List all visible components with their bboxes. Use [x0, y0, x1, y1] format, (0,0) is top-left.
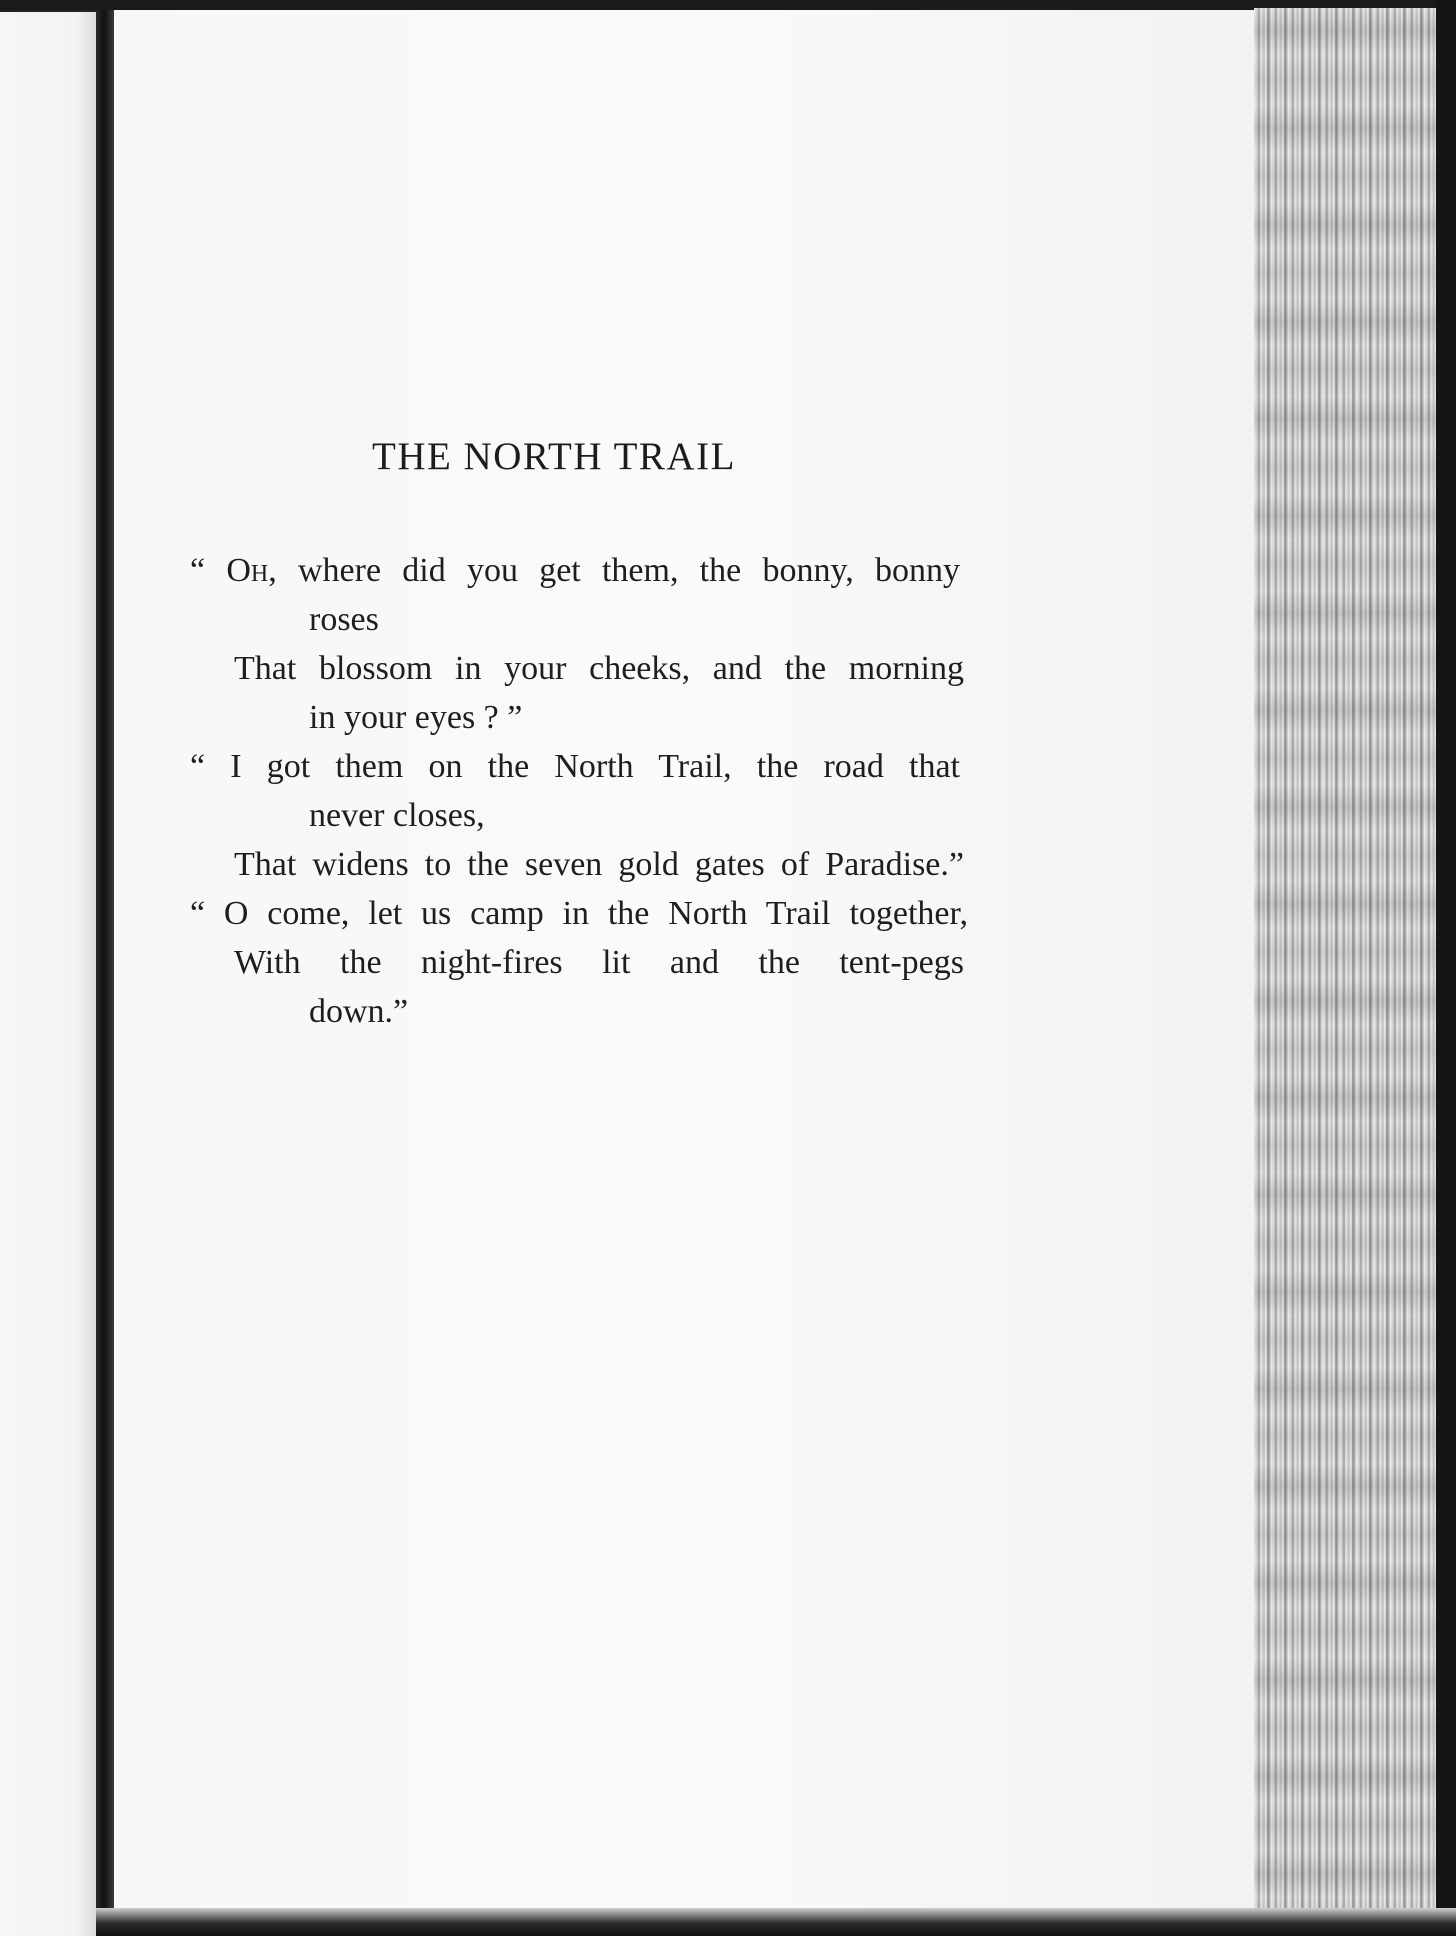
scan-border-top — [0, 0, 1456, 10]
poem-line-2: roses — [309, 601, 379, 638]
scan-border-right — [1436, 0, 1456, 1936]
poem-title: THE NORTH TRAIL — [372, 435, 736, 478]
poem-line-1-rest: , where did you get them, the bonny, bonny — [268, 552, 960, 589]
poem-line-8: “ O come, let us camp in the North Trail together, — [190, 895, 968, 932]
poem-line-10: down.” — [309, 993, 409, 1030]
adjacent-page-edge — [0, 0, 96, 1936]
poem-line-1-smallcap: h — [250, 552, 269, 589]
poem-line-1-open: “ O — [190, 552, 251, 589]
poem-line-1 — [190, 546, 960, 595]
poem-line-3: That blossom in your cheeks, and the morning — [234, 650, 964, 687]
poem-body — [190, 546, 970, 1036]
scan-border-bottom — [96, 1908, 1456, 1936]
poem-line-7: That widens to the seven gold gates of Paradise.” — [234, 846, 964, 883]
poem-line-5: “ I got them on the North Trail, the road that — [190, 748, 960, 785]
poem-line-9: With the night-fires lit and the tent-pegs — [234, 944, 964, 981]
poem-line-6: never closes, — [309, 797, 485, 834]
poem-line-4: in your eyes ? ” — [309, 699, 523, 736]
page-edges-stack — [1254, 8, 1446, 1920]
book-gutter — [96, 0, 114, 1936]
